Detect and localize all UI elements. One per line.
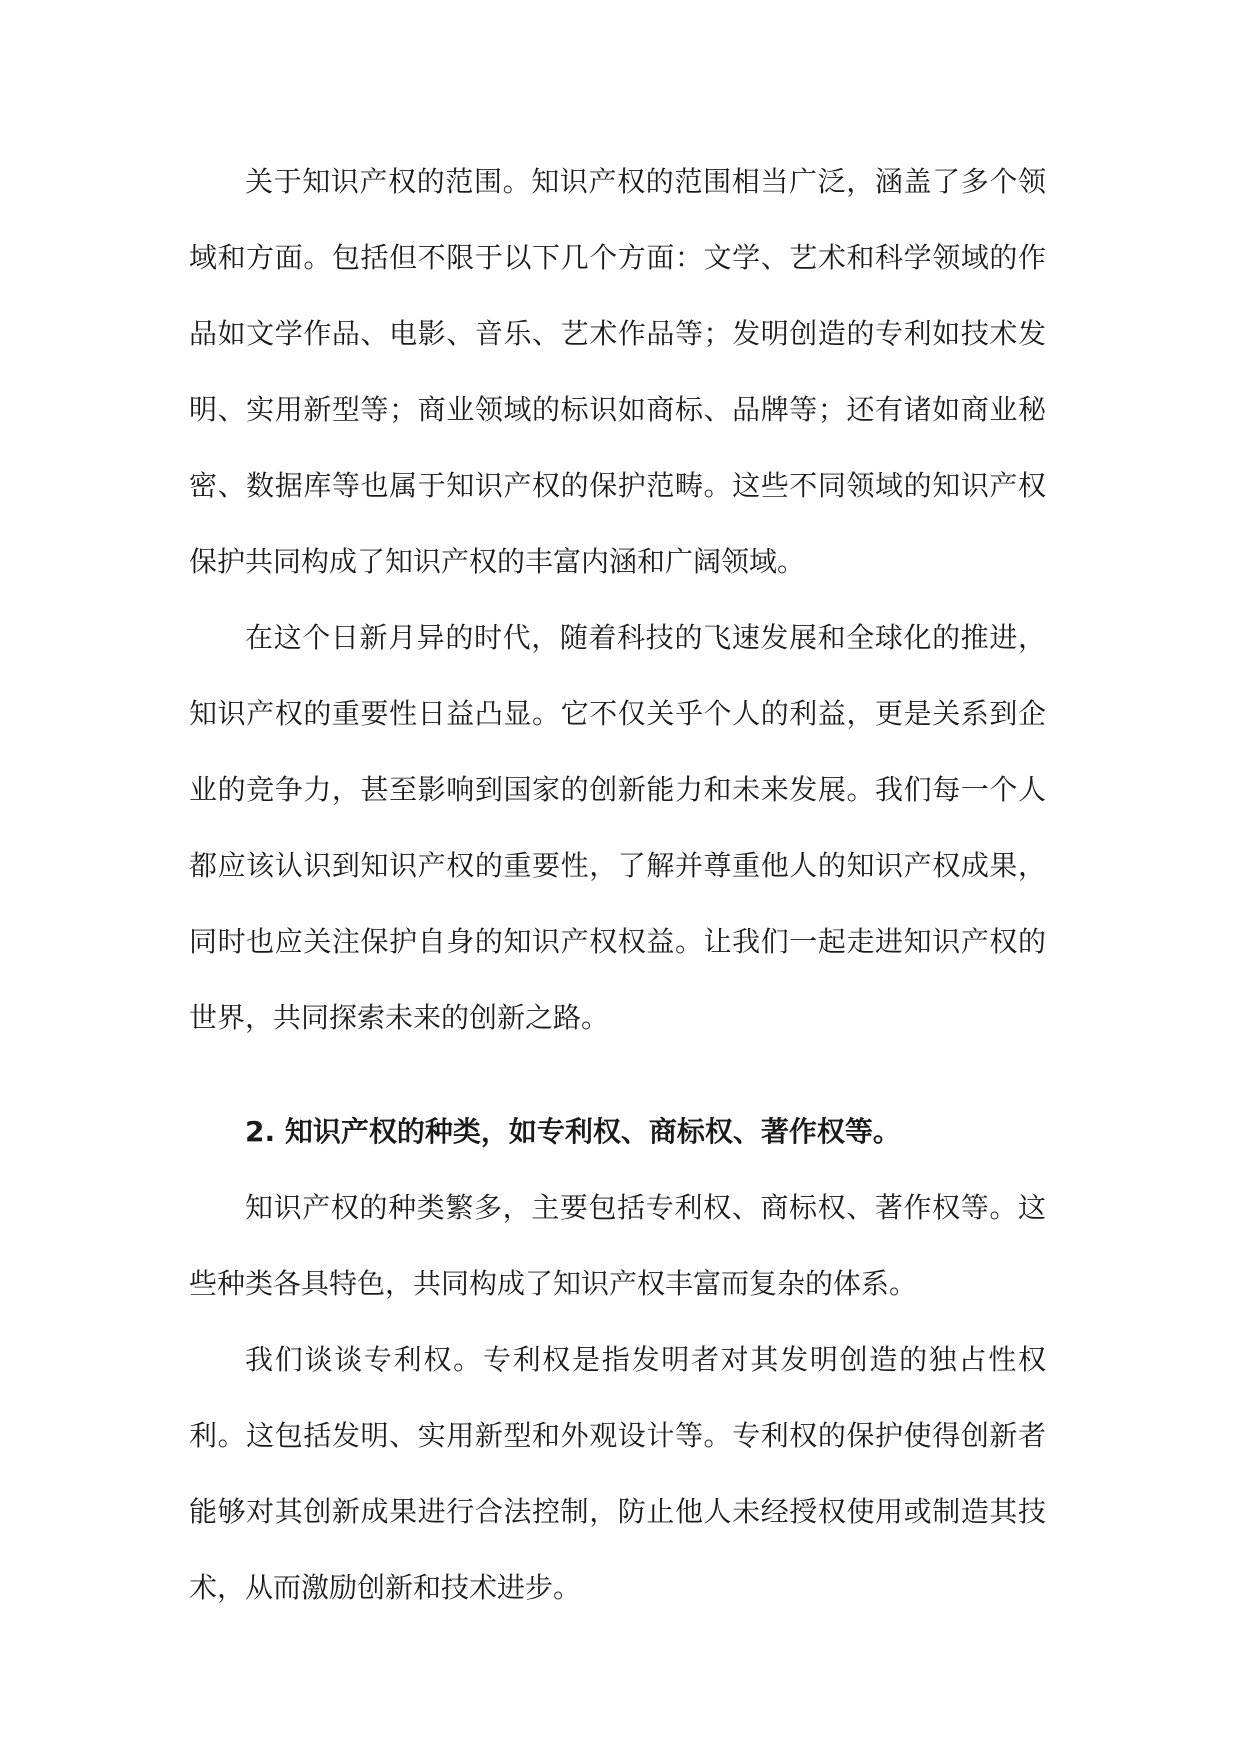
paragraph-scope: 关于知识产权的范围。知识产权的范围相当广泛，涵盖了多个领域和方面。包括但不限于以下几个方面：文学、艺术和科学领域的作品如文学作品、电影、音乐、艺术作品等；发明创造的专利如技术发明、实用新型等；商业领域的标识如商标、品牌等；还有诸如商业秘密、数据库等也属于知识产权的保护范畴。这些不同领域的知识产权保护共同构成了知识产权的丰富内涵和广阔领域。: [189, 165, 1046, 578]
section-heading: 2. 知识产权的种类，如专利权、商标权、著作权等。: [245, 1115, 901, 1148]
paragraph-types: 知识产权的种类繁多，主要包括专利权、商标权、著作权等。这些种类各具特色，共同构成了知识产权丰富而复杂的体系。: [189, 1191, 1046, 1300]
paragraph-patent: 我们谈谈专利权。专利权是指发明者对其发明创造的独占性权利。这包括发明、实用新型和外观设计等。专利权的保护使得创新者能够对其创新成果进行合法控制，防止他人未经授权使用或制造其技术，从而激励创新和技术进步。: [189, 1343, 1046, 1604]
paragraph-importance: 在这个日新月异的时代，随着科技的飞速发展和全球化的推进，知识产权的重要性日益凸显。它不仅关乎个人的利益，更是关系到企业的竞争力，甚至影响到国家的创新能力和未来发展。我们每一个人都应该认识到知识产权的重要性，了解并尊重他人的知识产权成果，同时也应关注保护自身的知识产权权益。让我们一起走进知识产权的世界，共同探索未来的创新之路。: [189, 621, 1046, 1034]
